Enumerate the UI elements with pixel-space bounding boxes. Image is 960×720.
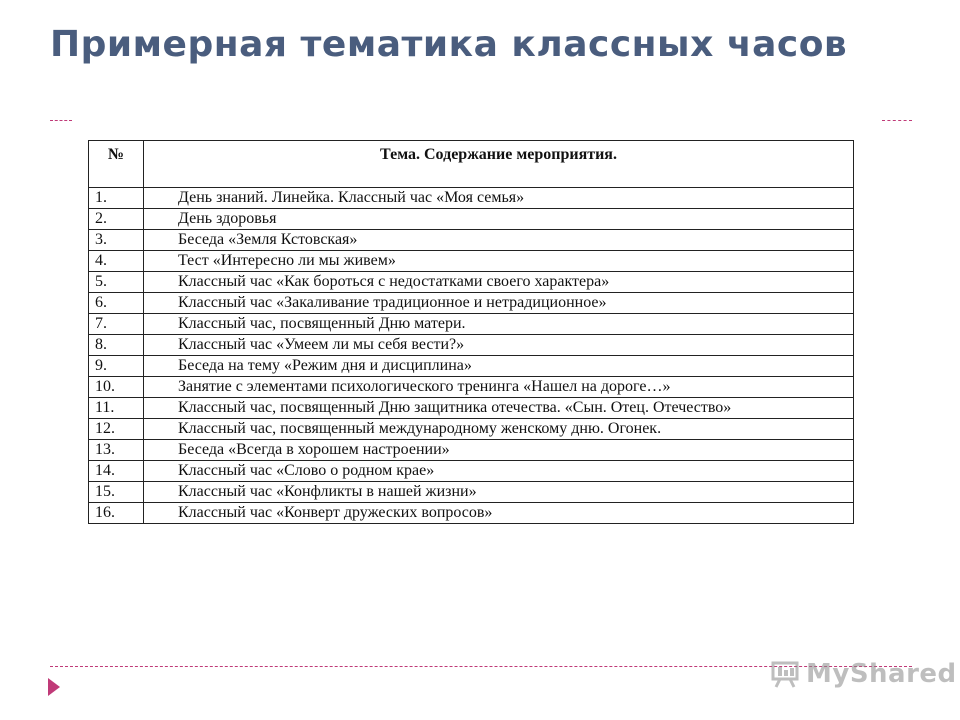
row-topic: Тест «Интересно ли мы живем» (144, 251, 854, 272)
row-topic: Классный час «Слово о родном крае» (144, 461, 854, 482)
row-number: 1. (89, 188, 144, 209)
row-number: 14. (89, 461, 144, 482)
row-number: 16. (89, 503, 144, 524)
logo-text: MyShared (806, 659, 957, 689)
row-topic: Классный час «Конверт дружеских вопросов» (144, 503, 854, 524)
row-number: 13. (89, 440, 144, 461)
table-row (89, 461, 854, 482)
row-topic: Классный час «Конфликты в нашей жизни» (144, 482, 854, 503)
row-topic: Классный час «Закаливание традиционное и нетрадиционное» (144, 293, 854, 314)
table-row (89, 419, 854, 440)
row-number: 4. (89, 251, 144, 272)
table-row (89, 377, 854, 398)
column-header-num: № (89, 141, 144, 188)
table-row (89, 188, 854, 209)
row-topic: Классный час «Умеем ли мы себя вести?» (144, 335, 854, 356)
row-topic: Беседа «Всегда в хорошем настроении» (144, 440, 854, 461)
table-row (89, 482, 854, 503)
play-arrow-icon (48, 678, 60, 696)
table-row (89, 356, 854, 377)
row-topic: Классный час, посвященный Дню матери. (144, 314, 854, 335)
table-row (89, 209, 854, 230)
row-topic: День знаний. Линейка. Классный час «Моя семья» (144, 188, 854, 209)
row-topic: Занятие с элементами психологического тренинга «Нашел на дороге…» (144, 377, 854, 398)
table-row (89, 314, 854, 335)
table-row (89, 251, 854, 272)
row-number: 2. (89, 209, 144, 230)
table-row (89, 335, 854, 356)
row-topic: Классный час «Как бороться с недостатками своего характера» (144, 272, 854, 293)
topics-table (88, 140, 854, 524)
table-row (89, 293, 854, 314)
row-number: 3. (89, 230, 144, 251)
row-topic: Классный час, посвященный Дню защитника отечества. «Сын. Отец. Отечество» (144, 398, 854, 419)
row-number: 6. (89, 293, 144, 314)
slide-title: Примерная тематика классных часов (50, 24, 848, 65)
top-dash-left (50, 120, 72, 121)
row-number: 7. (89, 314, 144, 335)
top-dash-right (882, 120, 912, 121)
row-topic: Классный час, посвященный международному женскому дню. Огонек. (144, 419, 854, 440)
myshared-logo (770, 656, 957, 692)
table-body (89, 188, 854, 524)
row-number: 12. (89, 419, 144, 440)
row-topic: Беседа на тему «Режим дня и дисциплина» (144, 356, 854, 377)
table-row (89, 503, 854, 524)
row-number: 5. (89, 272, 144, 293)
row-topic: Беседа «Земля Кстовская» (144, 230, 854, 251)
row-number: 9. (89, 356, 144, 377)
table-header-row (89, 141, 854, 188)
table-row (89, 398, 854, 419)
row-number: 8. (89, 335, 144, 356)
row-number: 15. (89, 482, 144, 503)
table-row (89, 272, 854, 293)
table-row (89, 440, 854, 461)
column-header-topic: Тема. Содержание мероприятия. (144, 141, 854, 188)
row-topic: День здоровья (144, 209, 854, 230)
presentation-icon (770, 659, 800, 689)
row-number: 10. (89, 377, 144, 398)
row-number: 11. (89, 398, 144, 419)
table-row (89, 230, 854, 251)
